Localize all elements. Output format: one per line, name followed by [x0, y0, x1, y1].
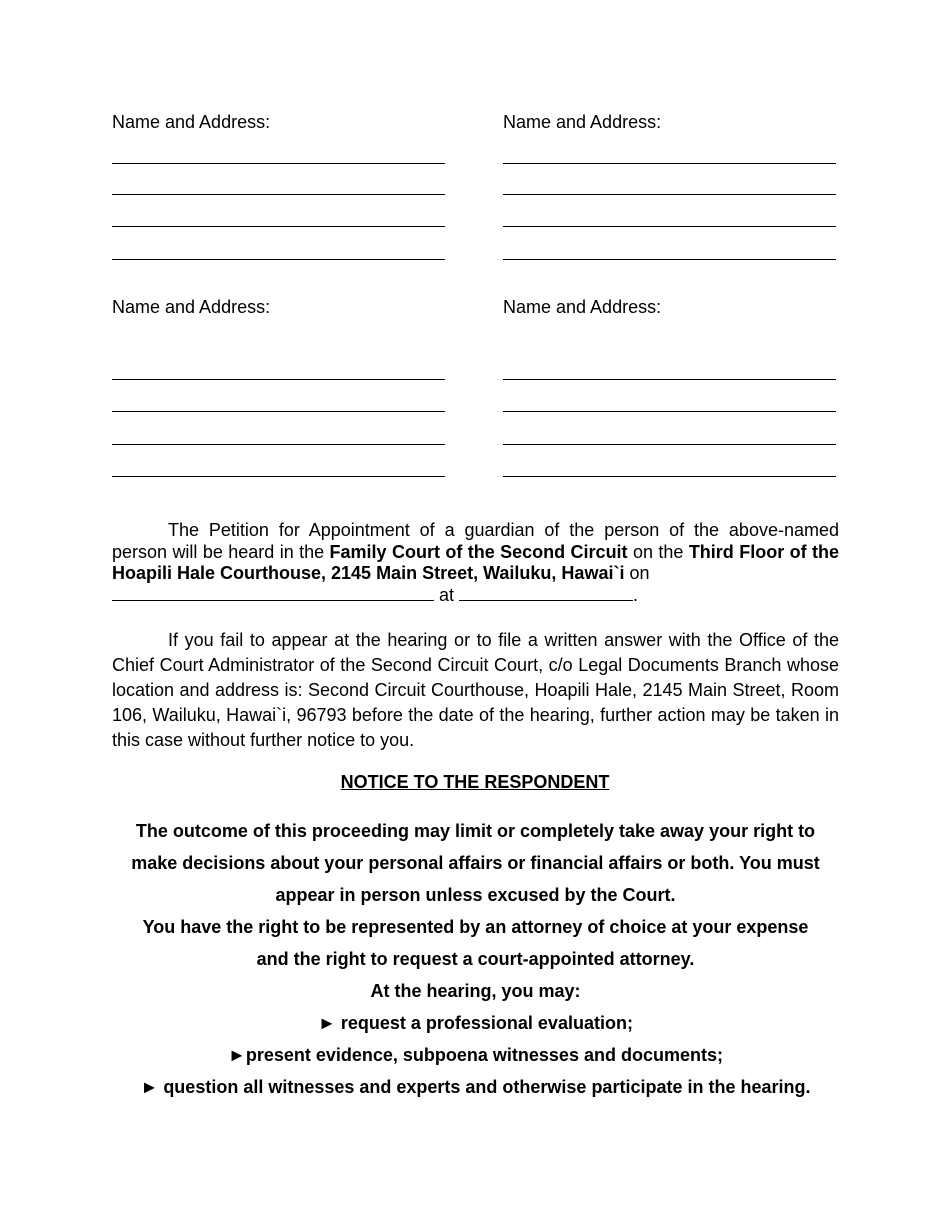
blank-line[interactable]: [503, 411, 836, 412]
blank-line[interactable]: [112, 476, 445, 477]
address-label-bottom-right: Name and Address:: [503, 297, 662, 317]
blank-line[interactable]: [503, 163, 836, 164]
notice-bullet: ► question all witnesses and experts and otherwise participate in the hearing.: [140, 1077, 811, 1097]
notice-line: appear in person unless excused by the Court.: [275, 885, 676, 905]
blank-line[interactable]: [112, 226, 445, 227]
blank-line[interactable]: [503, 379, 836, 380]
blank-line[interactable]: [112, 259, 445, 260]
blank-line[interactable]: [112, 163, 445, 164]
hearing-time-blank[interactable]: [459, 586, 633, 601]
failure-to-appear-paragraph: If you fail to appear at the hearing or to file a written answer with the Office of the Chief Court Administrator of the Second Circuit Court, c/o Legal Documents Branch whose location and address is: Second Circuit Courthouse, Hoapili Hale, 2145 Main Street, Room 106, Wailuku, Hawai`i, 96793 before the date of the hearing, further action may be taken in this case without further notice to you.: [112, 630, 839, 750]
address-label-bottom-left: Name and Address:: [112, 297, 271, 317]
notice-bullet: ►present evidence, subpoena witnesses and documents;: [228, 1045, 723, 1065]
blank-line[interactable]: [503, 194, 836, 195]
notice-body: [112, 815, 839, 1103]
notice-line: The outcome of this proceeding may limit or completely take away your right to: [135, 821, 816, 841]
blank-line[interactable]: [503, 226, 836, 227]
address-label-top-left: Name and Address:: [112, 112, 271, 132]
notice-line: and the right to request a court-appointed attorney.: [256, 949, 695, 969]
blank-line[interactable]: [503, 444, 836, 445]
blank-line[interactable]: [503, 476, 836, 477]
notice-line: make decisions about your personal affairs or financial affairs or both. You must: [131, 853, 820, 873]
blank-line[interactable]: [112, 444, 445, 445]
blank-line[interactable]: [112, 411, 445, 412]
address-label-top-right: Name and Address:: [503, 112, 662, 132]
notice-line: You have the right to be represented by an attorney of choice at your expense: [142, 917, 809, 937]
notice-title: NOTICE TO THE RESPONDENT: [340, 772, 610, 792]
blank-line[interactable]: [112, 194, 445, 195]
hearing-paragraph: The Petition for Appointment of a guardian of the person of the above-named person will be heard in the Family Court of the Second Circuit on the Third Floor of the Hoapili Hale Courthouse, 2145 Main Street, Wailuku, Hawai`i on at .: [112, 520, 839, 605]
notice-bullet: ► request a professional evaluation;: [318, 1013, 633, 1033]
hearing-date-blank[interactable]: [112, 586, 434, 601]
blank-line[interactable]: [112, 379, 445, 380]
blank-line[interactable]: [503, 259, 836, 260]
notice-line: At the hearing, you may:: [370, 981, 581, 1001]
